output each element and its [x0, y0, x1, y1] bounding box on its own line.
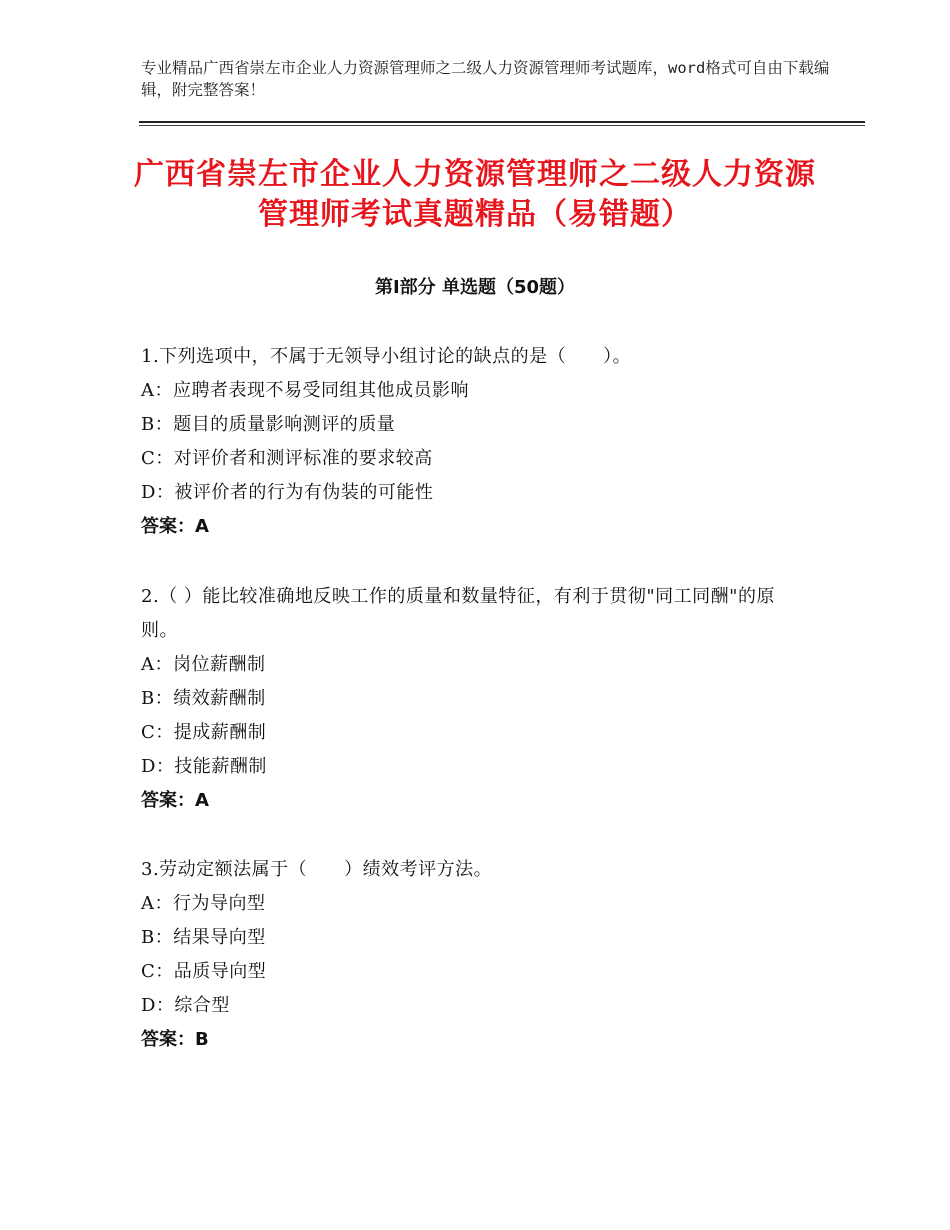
question-2	[141, 580, 801, 818]
option-a: A：应聘者表现不易受同组其他成员影响	[141, 380, 469, 401]
document-title: 广西省崇左市企业人力资源管理师之二级人力资源管理师考试真题精品（易错题）	[134, 157, 816, 232]
option-a: A：行为导向型	[141, 893, 266, 914]
section-title: 第Ⅰ部分 单选题（50题）	[374, 277, 575, 298]
answer: 答案：A	[141, 516, 209, 537]
question-stem: 1.下列选项中，不属于无领导小组讨论的缺点的是（ ）。	[141, 346, 632, 367]
option-d: D：被评价者的行为有伪装的可能性	[141, 482, 434, 503]
answer: 答案：B	[141, 1029, 209, 1050]
header-divider-thin	[139, 125, 865, 126]
question-stem: 3.劳动定额法属于（ ）绩效考评方法。	[141, 859, 493, 880]
question-1	[141, 340, 841, 544]
option-a: A：岗位薪酬制	[141, 654, 266, 675]
option-c: C：对评价者和测评标准的要求较高	[141, 448, 433, 469]
question-3	[141, 853, 841, 1057]
option-b: B：结果导向型	[141, 927, 266, 948]
header-note: 专业精品广西省崇左市企业人力资源管理师之二级人力资源管理师考试题库，word格式可自由下载编辑，附完整答案！	[141, 59, 830, 99]
option-c: C：提成薪酬制	[141, 722, 267, 743]
option-b: B：题目的质量影响测评的质量	[141, 414, 396, 435]
question-stem: 2.（ ）能比较准确地反映工作的质量和数量特征，有利于贯彻"同工同酬"的原则。	[141, 586, 775, 641]
option-c: C：品质导向型	[141, 961, 267, 982]
answer: 答案：A	[141, 790, 209, 811]
option-d: D：技能薪酬制	[141, 756, 267, 777]
option-d: D：综合型	[141, 995, 230, 1016]
option-b: B：绩效薪酬制	[141, 688, 266, 709]
header-divider	[139, 121, 865, 123]
